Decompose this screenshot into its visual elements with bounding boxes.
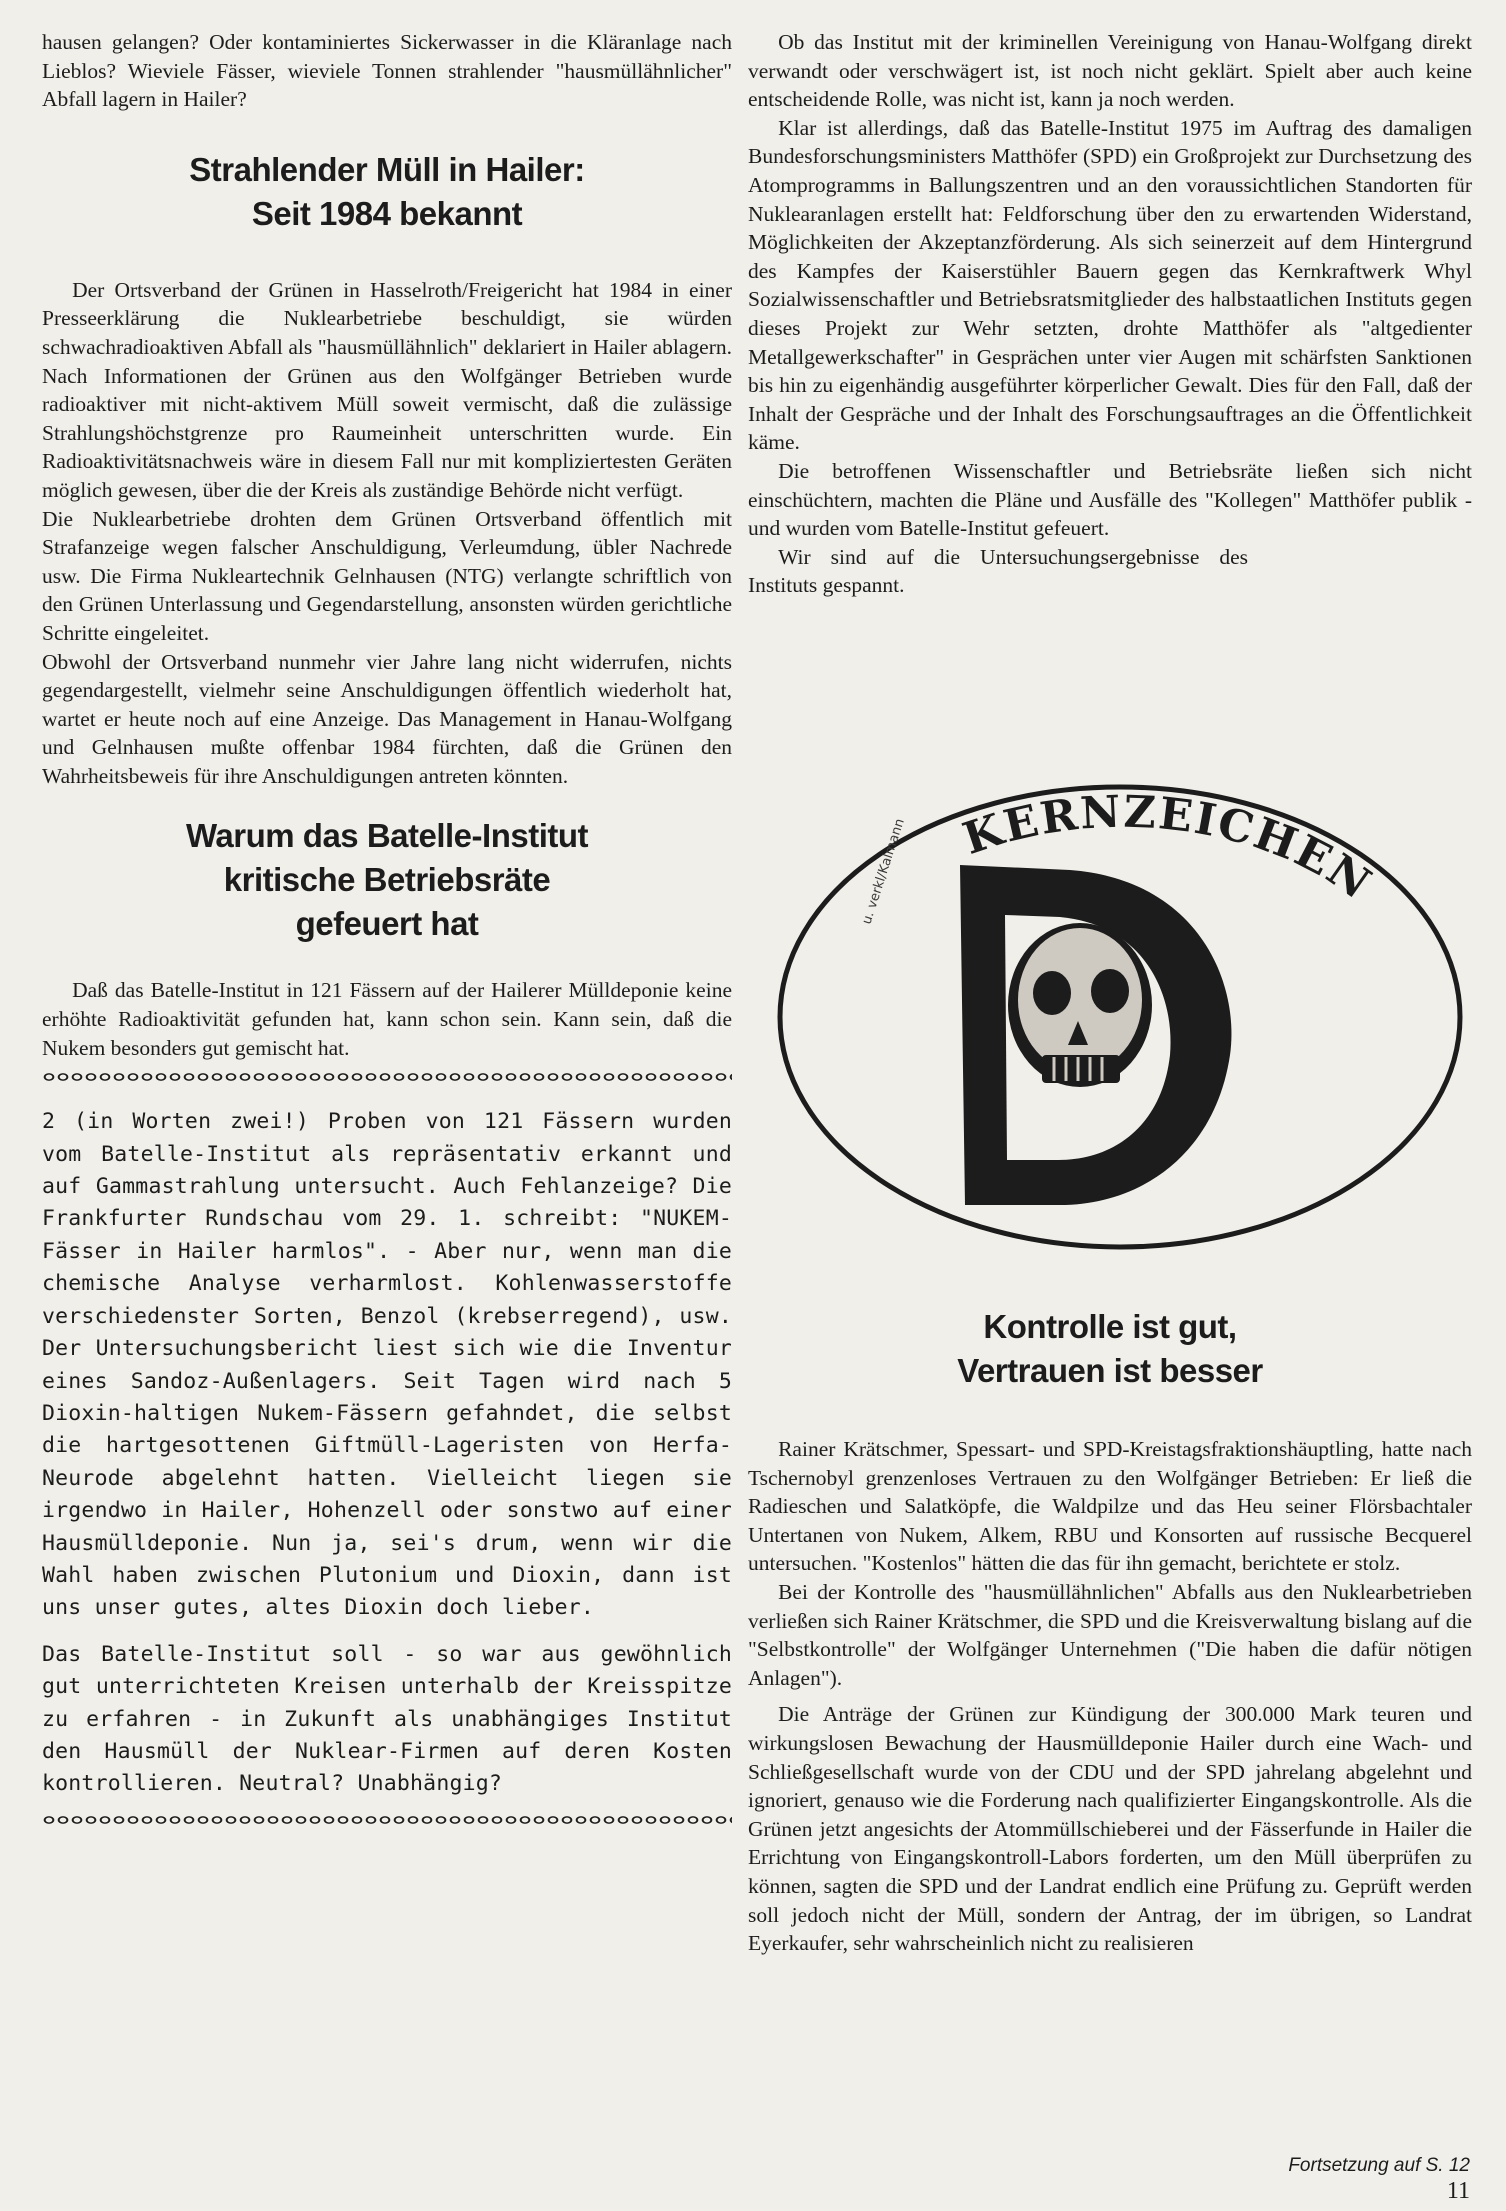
typewriter-block (42, 1106, 732, 1801)
heading-line: Vertrauen ist besser (957, 1352, 1263, 1389)
page-number: 11 (1446, 2178, 1470, 2204)
typewriter-paragraph: 2 (in Worten zwei!) Proben von 121 Fässern wurden vom Batelle-Institut als repräsentativ erkannt und auf Gammastrahlung untersucht. Auch Fehlanzeige? Die Frankfurter Rundschau vom 29. 1. schreibt: "NUKEM-Fässer in Hailer harmlos". - Aber nur, wenn man die chemische Analyse verharmlost. Kohlenwasserstoffe verschiedenster Sorten, Benzol (krebserregend), usw. Der Untersuchungsbericht liest sich wie die Inventur eines Sandoz-Außenlagers. Seit Tagen wird nach 5 Dioxin-haltigen Nukem-Fässern gefahndet, die selbst die hartgesottenen Giftmüll-Lageristen von Herfa-Neurode abgelehnt hatten. Vielleicht liegen sie irgendwo in Hailer, Hohenzell oder sonstwo auf einer Hausmülldeponie. Nun ja, sei's drum, wenn wir die Wahl haben zwischen Plutonium und Dioxin, dann ist uns unser gutes, altes Dioxin doch lieber. (42, 1109, 732, 1621)
stamp-text-path: KERNZEICHEN (956, 786, 1382, 911)
heading-line: Seit 1984 bekannt (251, 194, 523, 232)
body-paragraph: Die Nuklearbetriebe drohten dem Grünen Ortsverband öffentlich mit Strafanzeige wegen falscher Anschuldigung, Verleumdung, übler Nachrede usw. Die Firma Nukleartechnik Gelnhausen (NTG) verlangte schriftlich von den Grünen Unterlassung und Gegendarstellung, ansonsten würden gerichtliche Schritte eingeleitet. (42, 506, 732, 645)
body-paragraph: Die Anträge der Grünen zur Kündigung der 300.000 Mark teuren und wirkungslosen Bewachung der Hausmülldeponie Hailer durch eine Wach- und Schließgesellschaft wurde von der CDU und der SPD jahrelang abgelehnt und ignoriert, genauso wie die Forderung nach qualifizierter Eingangskontrolle. Als die Grünen jetzt angesichts der Atommüllschieberei und der Fässerfunde in Hailer die Errichtung von Eingangskontroll-Labors forderten, um den Müll überprüfen zu können, sagten die SPD und der Landrat endlich eine Prüfung zu. Geprüft werden soll jedoch nicht der Müll, sondern der Antrag, der im übrigen, so Landrat Eyerkaufer, sehr wahrscheinlich nicht zu realisieren (748, 1702, 1472, 1956)
body-paragraph: Klar ist allerdings, daß das Batelle-Institut 1975 im Auftrag des damaligen Bundesforschungsministers Matthöfer (SPD) ein Großprojekt zur Durchsetzung des Atomprogramms in Ballungszentren und an den voraussichtlichen Standorten für Nuklearanlagen erstellt hat: Feldforschung über den zu erwartenden Widerstand, Möglichkeiten der Akzeptanzförderung. Als sich seinerzeit auf dem Hintergrund des Kampfes der Kaiserstühler Bauern gegen das Kernkraftwerk Whyl Sozialwissenschaftler und Betriebsratsmitglieder des halbstaatlichen Instituts gegen dieses Projekt zur Wehr setzten, drohte Matthöfer als "altgedienter Metallgewerkschafter" in Gesprächen unter vier Augen mit schärfsten Sanktionen bis hin zu eigenhändig ausgeführter körperlicher Gewalt. Dies für den Fall, daß der Inhalt der Gespräche und der Inhalt des Forschungsauftrages an die Öffentlichkeit käme. (748, 115, 1472, 455)
intro-paragraph: hausen gelangen? Oder kontaminiertes Sickerwasser in die Kläranlage nach Lieblos? Wieviele Fässer, wieviele Tonnen strahlender "hausmüllähnlicher" Abfall lagern in Hailer? (42, 30, 732, 112)
body-paragraph: Rainer Krätschmer, Spessart- und SPD-Kreistagsfraktionshäuptling, hatte nach Tschernobyl grenzenloses Vertrauen zu den Wolfgänger Betrieben: Er ließ die Radieschen und Salatköpfe, die Waldpilze und das Heu seiner Flörsbachtaler Untertanen von Nukem, Alkem, RBU und Konsorten auf russische Becquerel untersuchen. "Kostenlos" hätten die das für ihn gemacht, berichtete er stolz. (748, 1437, 1472, 1576)
heading-line: Strahlender Müll in Hailer: (189, 150, 585, 188)
typewriter-paragraph: Das Batelle-Institut soll - so war aus gewöhnlich gut unterrichteten Kreisen unterhalb der Kreisspitze zu erfahren - in Zukunft als unabhängiges Institut den Hausmüll der Nuklear-Firmen auf deren Kosten kontrollieren. Neutral? Unabhängig? (42, 1641, 732, 1797)
body-paragraph: Ob das Institut mit der kriminellen Vereinigung von Hanau-Wolfgang direkt verwandt oder verschwägert ist, ist noch nicht geklärt. Spielt aber auch keine entscheidende Rolle, was nicht ist, kann ja noch werden. (748, 30, 1472, 112)
heading-line: gefeuert hat (295, 905, 479, 943)
body-paragraph: Daß das Batelle-Institut in 121 Fässern auf der Hailerer Mülldeponie keine erhöhte Radioaktivität gefunden hat, kann schon sein. Kann sein, daß die Nukem besonders gut gemischt hat. (42, 978, 732, 1060)
heading-line: Kontrolle ist gut, (983, 1308, 1237, 1345)
skull-icon (1008, 923, 1152, 1087)
continuation-note: Fortsetzung auf S. 12 (1288, 2155, 1470, 2176)
heading-line: Warum das Batelle-Institut (186, 817, 588, 855)
left-column (42, 28, 732, 1827)
heading-line: kritische Betriebsräte (223, 861, 551, 899)
right-column-lower (748, 1305, 1472, 1958)
body-paragraph: Der Ortsverband der Grünen in Hasselroth/Freigericht hat 1984 in einer Presseerklärung die Nuklearbetriebe beschuldigt, sie würden schwachradioaktiven Abfall als "hausmüllähnlich" deklariert in Hailer ablagern. Nach Informationen der Grünen aus den Wolfgänger Betrieben wurde radioaktiver mit nicht-aktivem Müll soweit vermischt, daß die zulässige Strahlungshöchstgrenze pro Raumeinheit unterschritten wurde. Ein Radioaktivitätsnachweis wäre in diesem Fall nur mit kompliziertesten Geräten möglich gewesen, über die der Kreis als zuständige Behörde nicht verfügt. (42, 277, 732, 502)
body-paragraph: Bei der Kontrolle des "hausmüllähnlichen" Abfalls aus den Nuklearbetrieben verließen sich Rainer Krätschmer, die SPD und die Kreisverwaltung bislang auf die "Selbstkontrolle" der Wolfgänger Unternehmen ("Die haben die dafür nötigen Anlagen"). (748, 1579, 1472, 1690)
body-paragraph: Obwohl der Ortsverband nunmehr vier Jahre lang nicht widerrufen, nichts gegendargestellt, vielmehr seine Anschuldigungen öffentlich wiederholt hat, wartet er heute noch auf eine Anzeige. Das Management in Hanau-Wolfgang und Gelnhausen mußte offenbar 1984 fürchten, daß die Grünen den Wahrheitsbeweis für ihre Anschuldigungen antreten könnten. (42, 649, 732, 788)
artist-signature: u. verkl/Kalmann (859, 816, 908, 927)
heading-kontrolle (748, 1305, 1472, 1393)
heading-batelle-institut (42, 814, 732, 946)
body-paragraph: Wir sind auf die Untersuchungsergebnisse des Instituts gespannt. (748, 544, 1248, 598)
chain-divider (42, 1070, 732, 1084)
chain-divider (42, 1813, 732, 1827)
heading-strahlender-muell (42, 148, 732, 236)
right-column (748, 28, 1472, 600)
kernzeichen-stamp-graphic (760, 755, 1480, 1275)
body-paragraph: Die betroffenen Wissenschaftler und Betriebsräte ließen sich nicht einschüchtern, machten die Pläne und Ausfälle des "Kollegen" Matthöfer publik - und wurden vom Batelle-Institut gefeuert. (748, 458, 1472, 541)
